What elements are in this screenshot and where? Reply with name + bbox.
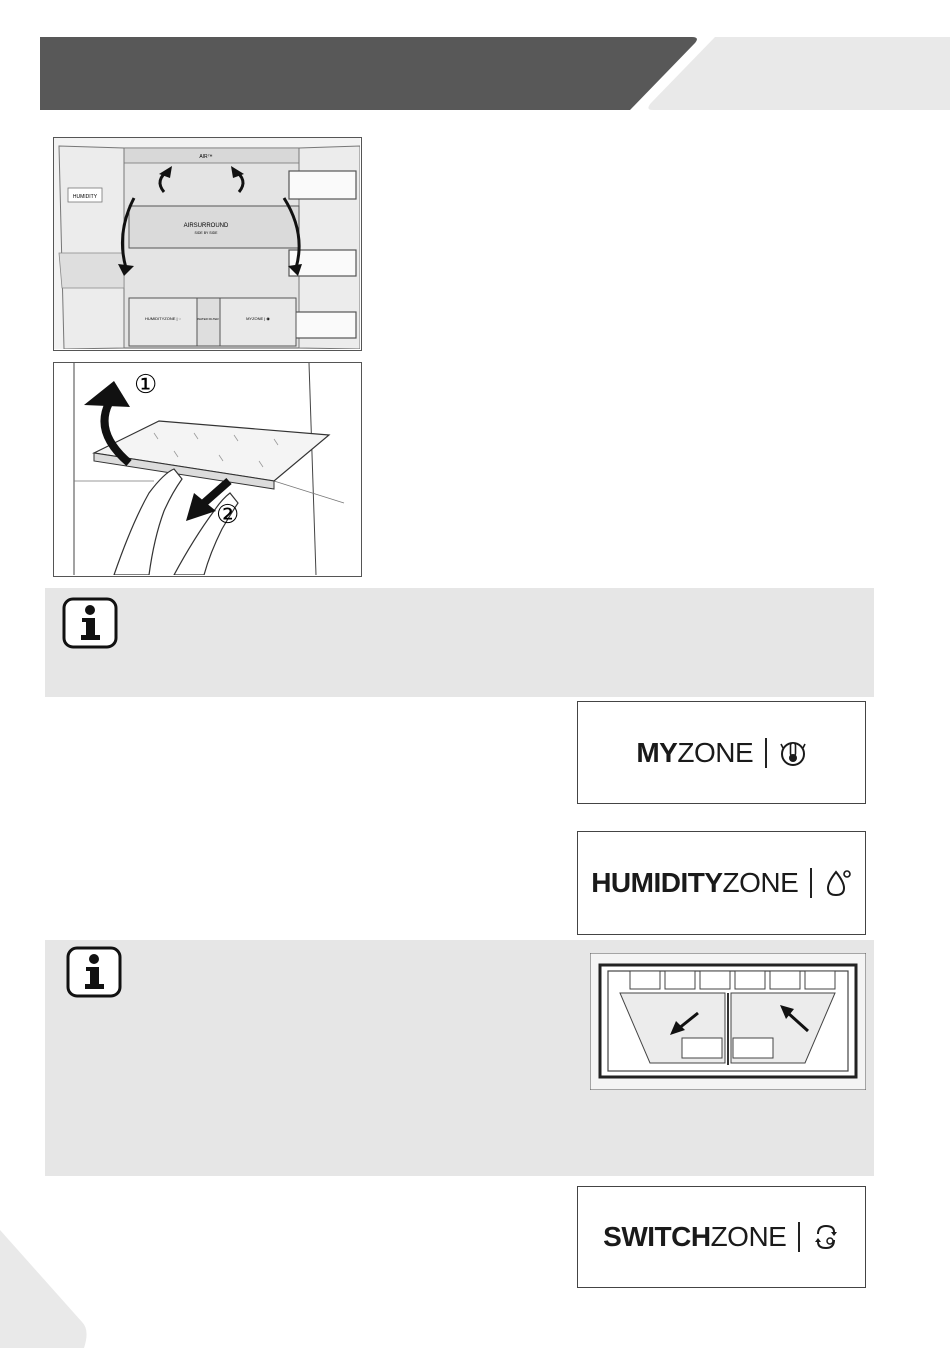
switchzone-bold-text: SWITCH xyxy=(603,1221,711,1252)
separator xyxy=(765,738,767,768)
corner-decoration xyxy=(0,1230,90,1348)
info-panel-1 xyxy=(45,588,874,697)
airsurround-sublabel: SIDE BY SIDE xyxy=(194,231,218,235)
separator xyxy=(810,868,812,898)
airsurround-label: AIRSURROUND xyxy=(183,223,229,229)
separator xyxy=(798,1222,800,1252)
header-tab xyxy=(645,37,950,110)
shelf-removal-illustration xyxy=(53,362,362,577)
humidityzone-drawer-label: HUMIDITYZONE | ◌ xyxy=(144,316,182,321)
info-icon xyxy=(62,597,118,649)
airflow-illustration xyxy=(53,137,362,351)
humidityzone-bold-text: HUMIDITY xyxy=(591,867,723,898)
shelf-removal-diagram xyxy=(54,363,360,575)
step-2-label: ② xyxy=(216,500,240,530)
thermometer-circle-icon xyxy=(779,738,807,768)
humidityzone-label-box xyxy=(577,831,866,935)
myzone-label-box xyxy=(577,701,866,804)
myzone-drawer-label: MYZONE | ◉ xyxy=(246,316,270,321)
airflow-diagram xyxy=(54,138,360,349)
myzone-bold-text: MY xyxy=(636,736,678,768)
side-panel-label: HUMIDITY xyxy=(72,194,98,200)
switchzone-thin-text: ZONE xyxy=(710,1221,787,1252)
switch-cycle-icon xyxy=(812,1222,840,1252)
droplet-icon xyxy=(824,868,852,898)
filter-label: WATER FILTER xyxy=(197,317,219,321)
step-1-label: ① xyxy=(134,370,158,400)
info-icon xyxy=(66,946,122,998)
drawer-illustration xyxy=(590,953,866,1090)
humidityzone-thin-text: ZONE xyxy=(722,867,799,898)
switchzone-label-box xyxy=(577,1186,866,1288)
drawer-diagram xyxy=(590,953,866,1090)
top-vent-label: AIR™ xyxy=(199,154,213,160)
header-band xyxy=(40,37,700,110)
myzone-thin-text: ZONE xyxy=(677,736,754,768)
